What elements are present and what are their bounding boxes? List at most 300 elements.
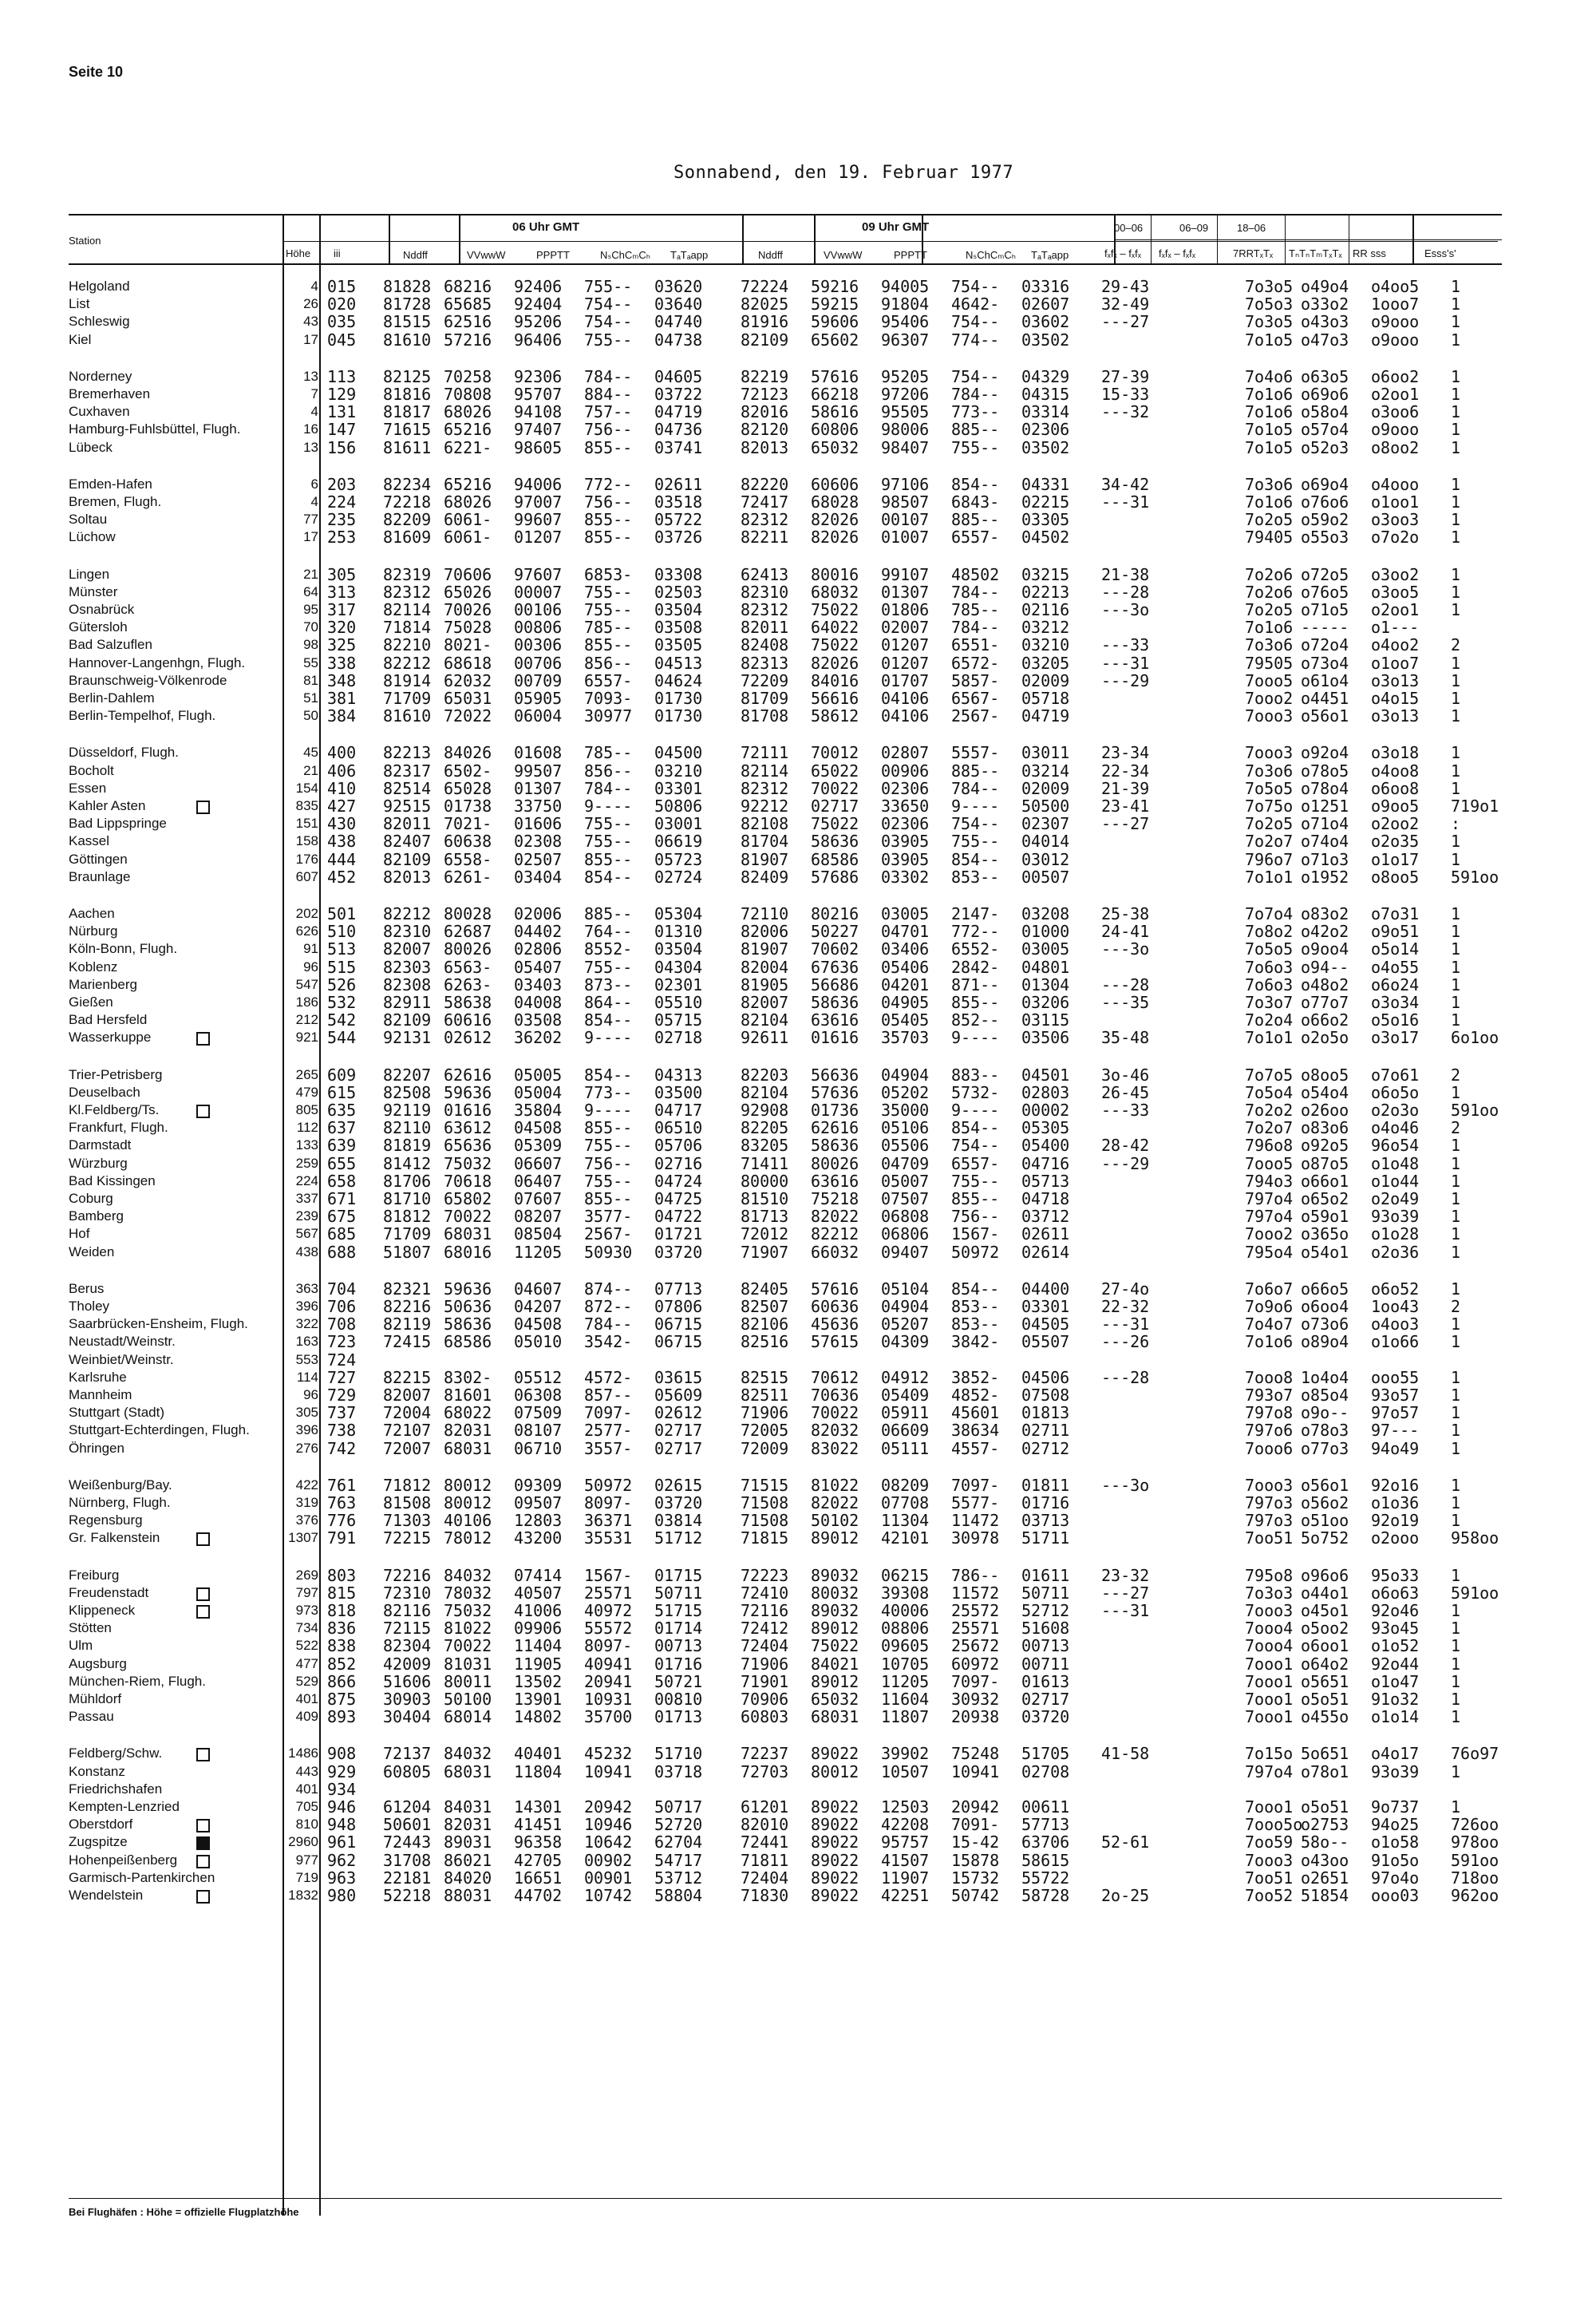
obs09-value: 04701	[881, 922, 930, 942]
obs09-value: 04502	[1021, 528, 1070, 548]
precip-rr: 1oo43	[1371, 1297, 1420, 1316]
obs06-value: 72022	[444, 706, 492, 726]
station-name: Wasserkuppe	[69, 1030, 152, 1046]
header-09-col: Nddff	[758, 249, 783, 261]
temp-extremes: o59o2	[1301, 510, 1349, 530]
obs06-value: 70022	[444, 1636, 492, 1656]
obs06-value: 9----	[584, 1101, 633, 1120]
obs09-value: 58615	[1021, 1850, 1070, 1870]
obs09-value: 51608	[1021, 1619, 1070, 1639]
station-hoehe: 21	[303, 566, 318, 582]
temp-extremes: o83o2	[1301, 904, 1349, 923]
snow-e: 1	[1451, 420, 1461, 440]
obs06-value: 31708	[383, 1850, 432, 1870]
station-hoehe: 202	[295, 906, 318, 921]
temp-18-06: 7o3o6	[1245, 761, 1294, 781]
obs06-value: 82308	[383, 975, 432, 994]
obs06-value: 51807	[383, 1242, 432, 1262]
obs06-value: 72115	[383, 1619, 432, 1639]
obs09-value: 01811	[1021, 1475, 1070, 1495]
header-col-rule	[319, 214, 321, 265]
obs09-value: 06806	[881, 1224, 930, 1244]
obs06-value: 08504	[514, 1224, 563, 1244]
obs06-value: 03508	[654, 618, 703, 638]
station-iii: 963	[327, 1868, 357, 1888]
obs06-value: 51715	[654, 1601, 703, 1620]
obs09-value: 09605	[881, 1636, 930, 1656]
snow-e: 1	[1451, 1224, 1461, 1244]
precip-rr: 92o46	[1371, 1601, 1420, 1620]
obs06-value: 755--	[584, 582, 633, 602]
temp-18-06: 7ooo8	[1245, 1367, 1294, 1387]
obs09-value: 784--	[951, 385, 1000, 404]
obs09-value: 68028	[811, 492, 859, 512]
gust-00-06: 34-42	[1101, 474, 1150, 494]
station-hoehe: 4	[310, 404, 318, 420]
obs06-value: 856--	[584, 761, 633, 781]
station-iii: 838	[327, 1636, 357, 1656]
temp-extremes: o85o4	[1301, 1386, 1349, 1405]
gust-00-06: 21-39	[1101, 778, 1150, 798]
station-iii: 637	[327, 1118, 357, 1138]
obs09-value: 08806	[881, 1619, 930, 1639]
obs06-value: 09906	[514, 1619, 563, 1639]
precip-rr: 94o49	[1371, 1438, 1420, 1458]
obs06-value: 68586	[444, 1332, 492, 1352]
obs09-value: 82211	[741, 528, 789, 548]
obs06-value: 03518	[654, 492, 703, 512]
obs09-value: 883--	[951, 1065, 1000, 1085]
header-mid-rule	[389, 241, 1498, 242]
page-title: Sonnabend, den 19. Februar 1977	[674, 163, 1014, 183]
obs09-value: 89012	[811, 1528, 859, 1548]
obs09-value: 03502	[1021, 437, 1070, 457]
footnote: Bei Flughäfen : Höhe = offizielle Flugplatzhöhe	[69, 2206, 299, 2218]
temp-18-06: 796o7	[1245, 849, 1294, 869]
gust-00-06: ---29	[1101, 1153, 1150, 1173]
precip-rr: 93o39	[1371, 1207, 1420, 1227]
obs09-value: 02803	[1021, 1082, 1070, 1102]
obs06-value: 68031	[444, 1224, 492, 1244]
obs06-value: 36202	[514, 1028, 563, 1048]
obs09-value: 82106	[741, 1315, 789, 1334]
precip-rr: o3o34	[1371, 993, 1420, 1012]
obs06-value: 01310	[654, 922, 703, 942]
temp-extremes: o71o3	[1301, 849, 1349, 869]
obs09-value: 03005	[881, 904, 930, 923]
temp-18-06: 7ooo4	[1245, 1619, 1294, 1639]
obs06-value: 81816	[383, 385, 432, 404]
temp-18-06: 7o2o5	[1245, 814, 1294, 834]
station-hoehe: 114	[296, 1369, 318, 1385]
temp-18-06: 7o3o5	[1245, 312, 1294, 332]
obs06-value: 63612	[444, 1118, 492, 1138]
station-hoehe: 269	[295, 1567, 318, 1583]
station-hoehe: 805	[295, 1102, 318, 1117]
station-name: Berus	[69, 1280, 105, 1296]
obs06-value: 71615	[383, 420, 432, 440]
obs06-value: 81706	[383, 1171, 432, 1191]
obs09-value: 04501	[1021, 1065, 1070, 1085]
precip-rr: o2o35	[1371, 832, 1420, 852]
station-hoehe: 176	[295, 851, 318, 867]
obs09-value: 04718	[1021, 1189, 1070, 1208]
obs09-value: 72209	[741, 670, 789, 690]
station-hoehe: 305	[295, 1405, 318, 1421]
obs06-value: 784--	[584, 366, 633, 386]
obs09-value: 855--	[951, 1189, 1000, 1208]
temp-extremes: o9oo4	[1301, 939, 1349, 959]
station-iii: 444	[327, 849, 357, 869]
temp-18-06: 7o1o5	[1245, 330, 1294, 350]
temp-extremes: 5o651	[1301, 1744, 1349, 1764]
obs06-value: 885--	[584, 904, 633, 923]
obs06-value: 00007	[514, 582, 563, 602]
station-name: Emden-Hafen	[69, 476, 152, 492]
obs06-value: 01608	[514, 743, 563, 763]
header-06-col: Nddff	[403, 249, 428, 261]
obs06-value: 62616	[444, 1065, 492, 1085]
obs06-value: 02503	[654, 582, 703, 602]
header-09-col: NₛChCₘCₕ	[966, 249, 1016, 261]
obs06-value: 99607	[514, 510, 563, 530]
obs06-value: 82212	[383, 904, 432, 923]
station-name: Marienberg	[69, 976, 137, 992]
obs06-value: 42009	[383, 1654, 432, 1674]
obs09-value: 82511	[741, 1386, 789, 1405]
station-iii: 235	[327, 510, 357, 530]
temp-extremes: o77o7	[1301, 993, 1349, 1012]
obs06-value: 68026	[444, 402, 492, 422]
obs09-value: 03205	[1021, 653, 1070, 673]
station-name: Garmisch-Partenkirchen	[69, 1869, 215, 1885]
obs06-value: 81508	[383, 1493, 432, 1512]
snow-e: 1	[1451, 1797, 1461, 1817]
obs06-value: 857--	[584, 1386, 633, 1405]
temp-extremes: o63o5	[1301, 366, 1349, 386]
precip-rr: 96o54	[1371, 1136, 1420, 1156]
obs09-value: 75248	[951, 1744, 1000, 1764]
precip-rr: o7o61	[1371, 1065, 1420, 1085]
obs06-value: 03720	[654, 1493, 703, 1512]
header-mid-rule	[1114, 239, 1502, 240]
temp-18-06: 7o15o	[1245, 1744, 1294, 1764]
station-marker-icon	[196, 1819, 210, 1832]
obs09-value: 80026	[811, 1153, 859, 1173]
obs06-value: 757--	[584, 402, 633, 422]
obs06-value: 00901	[584, 1868, 633, 1888]
station-hoehe: 6	[310, 476, 318, 492]
station-iii: 929	[327, 1761, 357, 1781]
obs06-value: 01713	[654, 1707, 703, 1727]
snow-e: 1	[1451, 1315, 1461, 1334]
header-09-col: PPPTT	[894, 249, 927, 261]
obs06-value: 2577-	[584, 1421, 633, 1441]
station-iii: 708	[327, 1315, 357, 1334]
obs06-value: 92306	[514, 366, 563, 386]
obs09-value: 755--	[951, 437, 1000, 457]
obs06-value: 81031	[444, 1654, 492, 1674]
precip-rr: o9oo5	[1371, 797, 1420, 816]
obs06-value: 75032	[444, 1601, 492, 1620]
obs06-value: 03210	[654, 761, 703, 781]
station-hoehe: 973	[295, 1603, 318, 1618]
obs09-value: 72005	[741, 1421, 789, 1441]
obs09-value: 71811	[741, 1850, 789, 1870]
temp-extremes: o71o5	[1301, 600, 1349, 619]
snow-e: 1	[1451, 1671, 1461, 1691]
obs09-value: 04400	[1021, 1279, 1070, 1299]
obs09-value: 81709	[741, 689, 789, 708]
obs06-value: 45232	[584, 1744, 633, 1764]
obs09-value: 75022	[811, 600, 859, 619]
obs09-value: 01736	[811, 1101, 859, 1120]
obs09-value: 35703	[881, 1028, 930, 1048]
obs06-value: 81812	[383, 1207, 432, 1227]
obs06-value: 07414	[514, 1565, 563, 1585]
obs09-value: 2147-	[951, 904, 1000, 923]
obs09-value: 56686	[811, 975, 859, 994]
obs06-value: 01730	[654, 706, 703, 726]
station-iii: 338	[327, 653, 357, 673]
station-hoehe: 396	[295, 1422, 318, 1438]
obs06-value: 65028	[444, 778, 492, 798]
temp-extremes: o78o4	[1301, 778, 1349, 798]
temp-extremes: o2753	[1301, 1815, 1349, 1835]
obs06-value: 72007	[383, 1438, 432, 1458]
precip-rr: o1o66	[1371, 1332, 1420, 1352]
obs09-value: 56616	[811, 689, 859, 708]
obs06-value: 10642	[584, 1832, 633, 1852]
obs09-value: 02807	[881, 743, 930, 763]
station-hoehe: 51	[303, 690, 318, 706]
temp-extremes: o8oo5	[1301, 1065, 1349, 1085]
obs06-value: 25571	[584, 1583, 633, 1603]
station-iii: 761	[327, 1475, 357, 1495]
station-name: Gr. Falkenstein	[69, 1530, 160, 1546]
obs09-value: 83022	[811, 1438, 859, 1458]
precip-rr: o6o63	[1371, 1583, 1420, 1603]
obs09-value: 82203	[741, 1065, 789, 1085]
obs09-value: 72237	[741, 1744, 789, 1764]
obs06-value: 40106	[444, 1511, 492, 1531]
obs06-value: 71303	[383, 1511, 432, 1531]
station-hoehe: 422	[295, 1477, 318, 1492]
station-name: Lingen	[69, 566, 110, 582]
obs06-value: 04207	[514, 1297, 563, 1316]
obs09-value: 82104	[741, 1082, 789, 1102]
precip-rr: ooo55	[1371, 1367, 1420, 1387]
station-hoehe: 810	[295, 1817, 318, 1832]
obs09-value: 01813	[1021, 1403, 1070, 1423]
temp-18-06: 793o7	[1245, 1386, 1294, 1405]
obs09-value: 02611	[1021, 1224, 1070, 1244]
temp-18-06: 7ooo2	[1245, 1224, 1294, 1244]
obs09-value: 71901	[741, 1671, 789, 1691]
obs06-value: 02718	[654, 1028, 703, 1048]
obs09-value: 04904	[881, 1065, 930, 1085]
obs06-value: 82213	[383, 743, 432, 763]
precip-rr: o9ooo	[1371, 330, 1420, 350]
obs06-value: 70022	[444, 1207, 492, 1227]
station-hoehe: 70	[303, 619, 318, 635]
gust-00-06: ---27	[1101, 312, 1150, 332]
obs06-value: 50721	[654, 1671, 703, 1691]
obs09-value: 82310	[741, 582, 789, 602]
obs09-value: 11907	[881, 1868, 930, 1888]
station-iii: 688	[327, 1242, 357, 1262]
snow-e: 1	[1451, 975, 1461, 994]
station-iii: 203	[327, 474, 357, 494]
obs06-value: 772--	[584, 474, 633, 494]
temp-18-06: 7ooo3	[1245, 1601, 1294, 1620]
obs09-value: 84016	[811, 670, 859, 690]
obs09-value: 55722	[1021, 1868, 1070, 1888]
temp-18-06: 7o1o1	[1245, 1028, 1294, 1048]
station-hoehe: 401	[295, 1781, 318, 1797]
obs09-value: 70602	[811, 939, 859, 959]
obs06-value: 78032	[444, 1583, 492, 1603]
obs09-value: 89022	[811, 1850, 859, 1870]
obs06-value: 03504	[654, 600, 703, 619]
station-iii: 113	[327, 366, 357, 386]
obs09-value: 89012	[811, 1619, 859, 1639]
snow-e: 1	[1451, 1438, 1461, 1458]
snow-e: 1	[1451, 1761, 1461, 1781]
obs06-value: 756--	[584, 420, 633, 440]
station-hoehe: 1307	[288, 1530, 318, 1546]
precip-rr: 93o45	[1371, 1619, 1420, 1639]
header-col-rule	[742, 214, 744, 265]
snow-e: 1	[1451, 1421, 1461, 1441]
obs06-value: 06308	[514, 1386, 563, 1405]
obs09-value: 71815	[741, 1528, 789, 1548]
gust-00-06: ---3o	[1101, 939, 1150, 959]
obs09-value: 80012	[811, 1761, 859, 1781]
obs06-value: 00902	[584, 1850, 633, 1870]
station-hoehe: 921	[295, 1030, 318, 1046]
temp-18-06: 7ooo1	[1245, 1707, 1294, 1727]
station-iii: 320	[327, 618, 357, 638]
obs06-value: 03504	[654, 939, 703, 959]
obs09-value: 00107	[881, 510, 930, 530]
obs06-value: 50100	[444, 1690, 492, 1709]
obs06-value: 10946	[584, 1815, 633, 1835]
temp-18-06: 7ooo5o	[1245, 1815, 1303, 1835]
station-name: Göttingen	[69, 851, 128, 867]
precip-rr: o9ooo	[1371, 312, 1420, 332]
obs06-value: 02507	[514, 849, 563, 869]
obs06-value: 58804	[654, 1886, 703, 1905]
obs09-value: 854--	[951, 1279, 1000, 1299]
obs06-value: 00706	[514, 653, 563, 673]
snow-e: 2	[1451, 1118, 1461, 1138]
precip-rr: o4o55	[1371, 957, 1420, 977]
obs06-value: 13502	[514, 1671, 563, 1691]
obs09-value: 6557-	[951, 1153, 1000, 1173]
station-hoehe: 186	[295, 994, 318, 1010]
station-iii: 961	[327, 1832, 357, 1852]
precip-rr: o3o13	[1371, 706, 1420, 726]
precip-rr: o5o16	[1371, 1010, 1420, 1030]
gust-00-06: 41-58	[1101, 1744, 1150, 1764]
station-name: Tholey	[69, 1299, 110, 1314]
precip-rr: ooo03	[1371, 1886, 1420, 1905]
precip-rr: o5o14	[1371, 939, 1420, 959]
obs09-value: 756--	[951, 1207, 1000, 1227]
header-e: Esss's'	[1424, 247, 1456, 259]
obs06-value: 8097-	[584, 1636, 633, 1656]
temp-extremes: o72o5	[1301, 564, 1349, 584]
temp-extremes: o64o2	[1301, 1654, 1349, 1674]
station-hoehe: 7	[310, 386, 318, 401]
obs06-value: 62032	[444, 670, 492, 690]
obs09-value: 02708	[1021, 1761, 1070, 1781]
precip-rr: o1o58	[1371, 1832, 1420, 1852]
obs06-value: 65216	[444, 420, 492, 440]
obs06-value: 81819	[383, 1136, 432, 1156]
station-hoehe: 224	[295, 1172, 318, 1188]
obs06-value: 75032	[444, 1153, 492, 1173]
obs06-value: 68014	[444, 1707, 492, 1727]
obs09-value: 82114	[741, 761, 789, 781]
obs09-value: 1567-	[951, 1224, 1000, 1244]
obs06-value: 01606	[514, 814, 563, 834]
header-iii: iii	[334, 247, 341, 259]
obs09-value: 02116	[1021, 600, 1070, 619]
station-iii: 427	[327, 797, 357, 816]
obs09-value: 89032	[811, 1565, 859, 1585]
header-p2: 06–09	[1179, 222, 1209, 234]
obs06-value: 70808	[444, 385, 492, 404]
obs09-value: 82010	[741, 1815, 789, 1835]
station-name: Bad Hersfeld	[69, 1012, 148, 1028]
obs09-value: 05506	[881, 1136, 930, 1156]
header-p3b: TₙTₙTₘTₓTₓ	[1289, 247, 1342, 259]
obs06-value: 75028	[444, 618, 492, 638]
station-iii: 866	[327, 1671, 357, 1691]
obs09-value: 7091-	[951, 1815, 1000, 1835]
obs06-value: 99507	[514, 761, 563, 781]
gust-00-06: ---31	[1101, 492, 1150, 512]
temp-18-06: 7ooo4	[1245, 1636, 1294, 1656]
snow-e: 726oo	[1451, 1815, 1499, 1835]
station-name: Mühldorf	[69, 1691, 122, 1706]
snow-e: 1	[1451, 492, 1461, 512]
obs06-value: 785--	[584, 743, 633, 763]
obs09-value: 89012	[811, 1671, 859, 1691]
snow-e: 1	[1451, 474, 1461, 494]
station-iii: 803	[327, 1565, 357, 1585]
obs06-value: 81728	[383, 295, 432, 314]
station-hoehe: 21	[303, 762, 318, 778]
gust-00-06: 35-48	[1101, 1028, 1150, 1048]
obs06-value: 855--	[584, 849, 633, 869]
temp-extremes: o87o5	[1301, 1153, 1349, 1173]
obs06-value: 82209	[383, 510, 432, 530]
gust-00-06: 22-34	[1101, 761, 1150, 781]
header-09-col: TₐTₐapp	[1031, 249, 1069, 261]
gust-00-06: 27-39	[1101, 366, 1150, 386]
obs06-value: 01616	[444, 1101, 492, 1120]
obs06-value: 01716	[654, 1654, 703, 1674]
header-col-rule	[814, 214, 816, 265]
station-name: Braunlage	[69, 868, 131, 884]
obs06-value: 84026	[444, 743, 492, 763]
temp-extremes: o56o1	[1301, 1475, 1349, 1495]
station-marker-icon	[196, 1748, 210, 1761]
obs09-value: 03215	[1021, 564, 1070, 584]
